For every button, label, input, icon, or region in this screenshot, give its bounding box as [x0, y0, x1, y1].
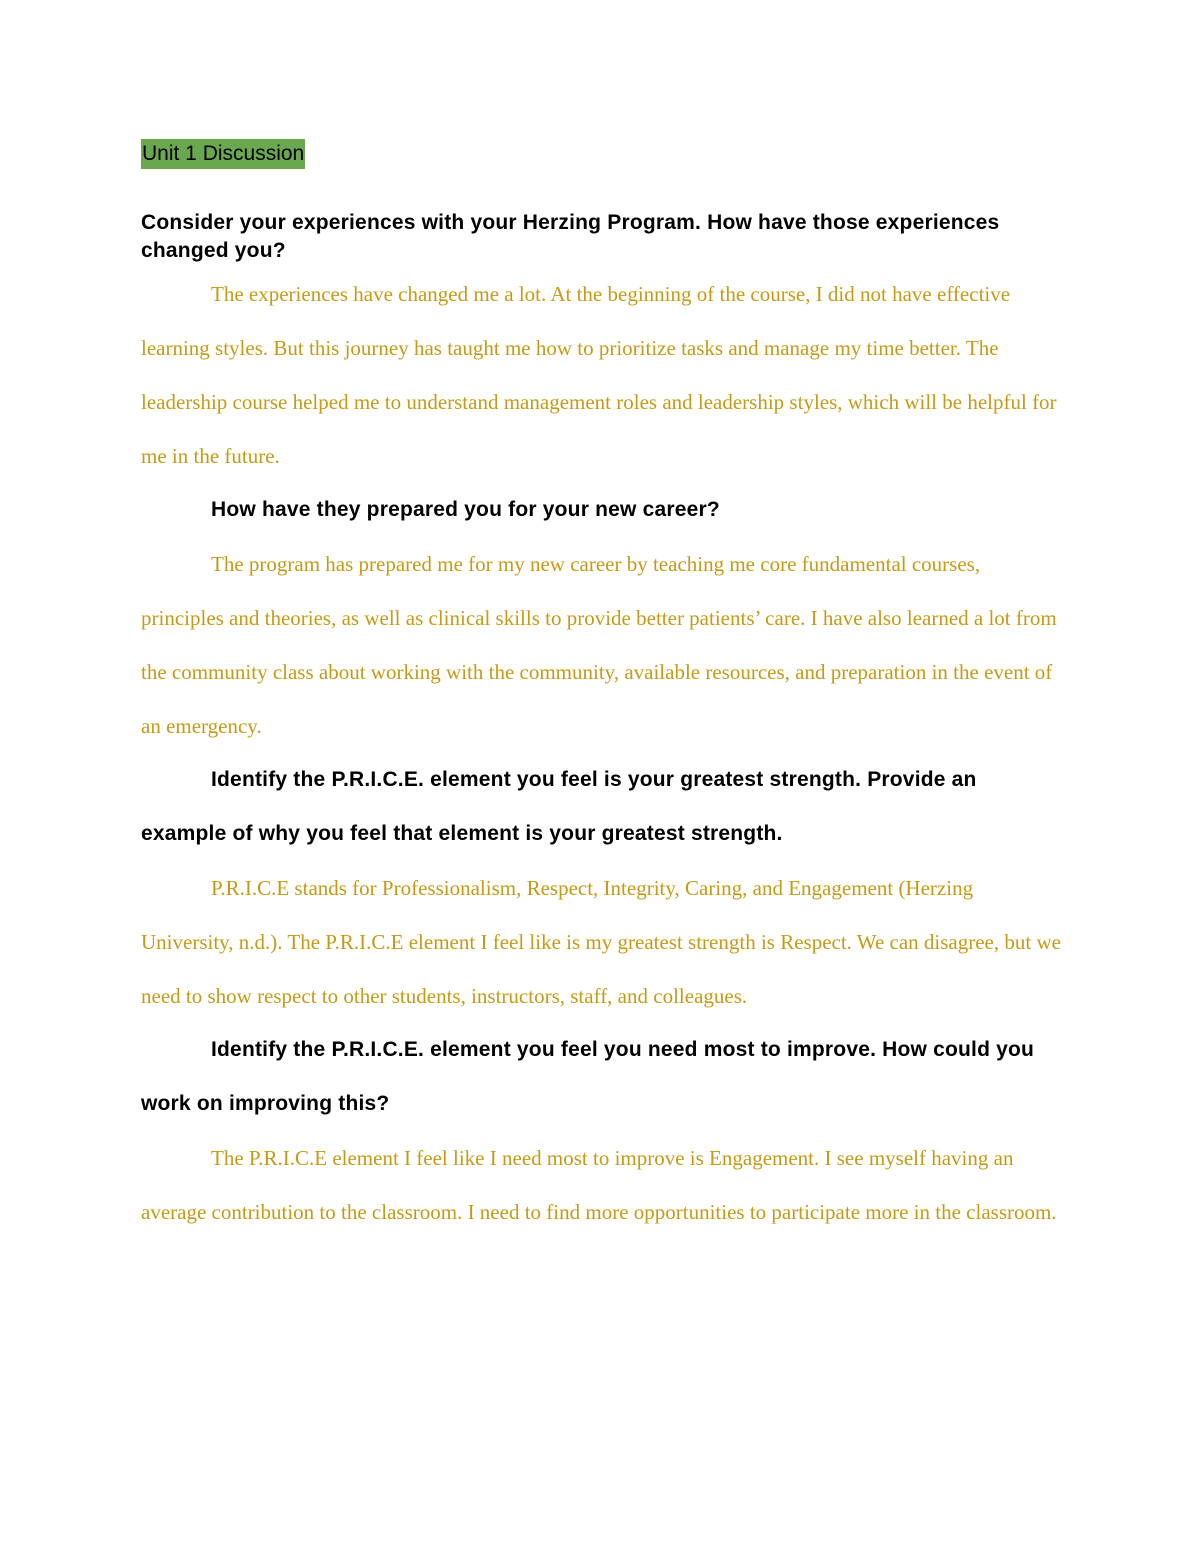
answer-2: The program has prepared me for my new career by teaching me core fundamental courses, principles and theories, as well as clinical skills to provide better patients’ care. I have also learned a lot from the community class about working with the community, available resources, and preparation in the event of an emergency. — [141, 552, 1057, 738]
answer-1: The experiences have changed me a lot. At the beginning of the course, I did not have effective learning styles. But this journey has taught me how to prioritize tasks and manage my time better. The leadership course helped me to understand management roles and leadership styles, which will be helpful for me in the future. — [141, 282, 1057, 468]
answer-3: P.R.I.C.E stands for Professionalism, Respect, Integrity, Caring, and Engagement (Herzing University, n.d.). The P.R.I.C.E element I feel like is my greatest strength is Respect. We can disagree, but we need to show respect to other students, instructors, staff, and colleagues. — [141, 876, 1061, 1008]
question-2: How have they prepared you for your new career? — [211, 498, 720, 521]
question-4: Identify the P.R.I.C.E. element you feel you need most to improve. How could you work on improving this? — [141, 1038, 1035, 1115]
question-1: Consider your experiences with your Herzing Program. How have those experiences changed you? — [141, 211, 1000, 262]
question-3: Identify the P.R.I.C.E. element you feel is your greatest strength. Provide an example of why you feel that element is your greatest strength. — [141, 768, 977, 845]
answer-4: The P.R.I.C.E element I feel like I need most to improve is Engagement. I see myself having an average contribution to the classroom. I need to find more opportunities to participate more in the classroom. — [141, 1146, 1057, 1224]
document-title: Unit 1 Discussion — [141, 139, 305, 169]
title-row — [141, 139, 1061, 171]
document-body — [141, 139, 1061, 1239]
